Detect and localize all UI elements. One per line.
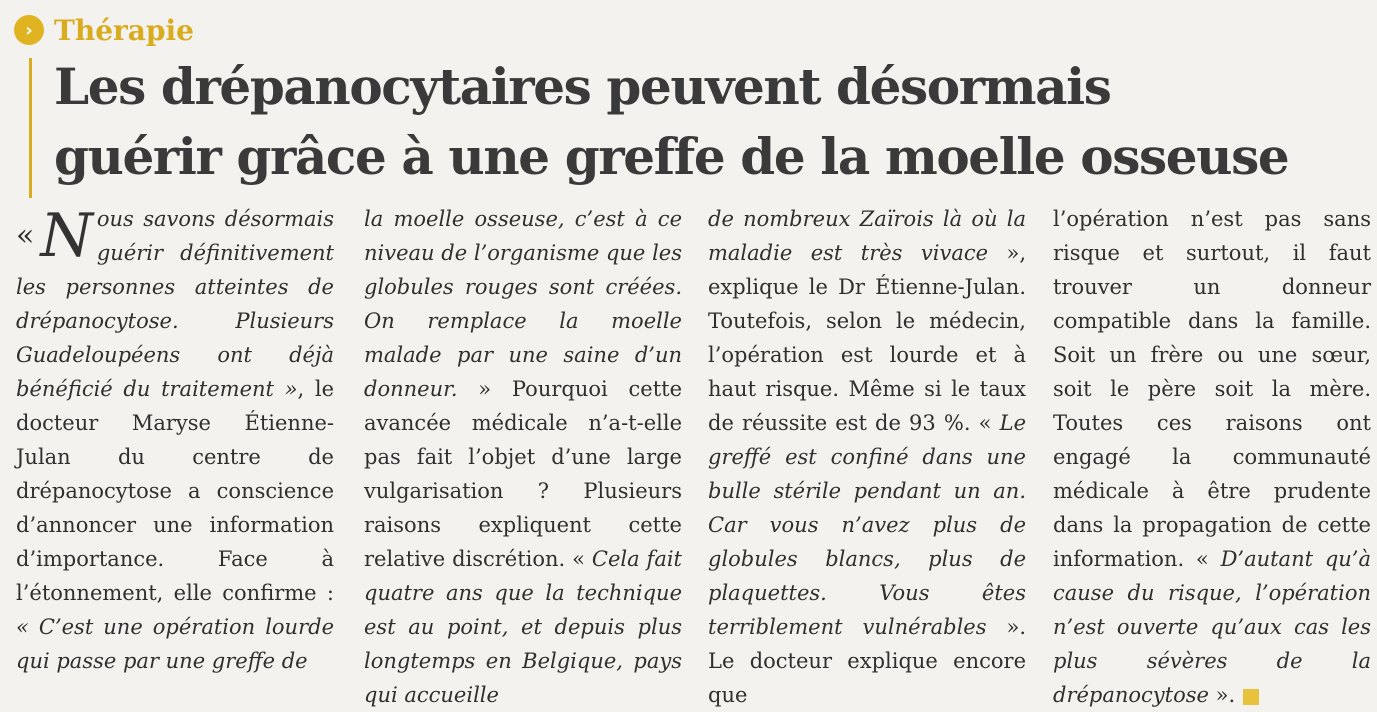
headline-line-1: Les drépanocytaires peuvent désormais xyxy=(54,57,1111,116)
headline-line-2: guérir grâce à une greffe de la moelle osseuse xyxy=(54,127,1289,186)
quote-text: D’autant qu’à cause du risque, l’opération n’est ouverte qu’aux cas les plus sévères de la drépanocytose xyxy=(1053,547,1371,707)
quote-text: la moelle osseuse, c’est à ce niveau de l’organisme que les globules rouges sont créées. On remplace la moelle malade par une saine d’un donneur. xyxy=(364,207,682,401)
column-4-paragraph xyxy=(1053,202,1371,712)
drop-cap: N xyxy=(40,201,93,271)
section-label: Thérapie xyxy=(54,13,194,47)
body-text: , le docteur Maryse Étienne-Julan du centre de drépanocytose a conscience d’annoncer une information d’importance. Face à l’étonnement, elle confirme : xyxy=(16,377,335,605)
article-body xyxy=(16,201,1372,707)
quote-text: « C’est une opération lourde qui passe par une greffe de xyxy=(16,615,334,673)
body-text: ». Le docteur explique encore que xyxy=(708,615,1026,707)
section-kicker xyxy=(14,12,194,48)
body-text: ». xyxy=(1208,683,1236,707)
article-column-4 xyxy=(1053,202,1371,712)
body-text: l’opération n’est pas sans risque et surtout, il faut trouver un donneur compatible dans la famille. Soit un frère ou une sœur, soit le père soit la mère. Toutes ces raisons ont engagé la communauté médicale à être prudente dans la propagation de cette information. « xyxy=(1053,207,1371,571)
headline-rule xyxy=(29,58,32,198)
quote-text: Cela fait quatre ans que la technique est au point, et depuis plus longtemps en Belgique, pays qui accueille xyxy=(364,547,682,707)
chevron-right-icon: › xyxy=(14,15,44,45)
article-headline xyxy=(54,52,1374,192)
article-column-3 xyxy=(708,202,1026,712)
end-of-article-mark xyxy=(1243,689,1259,705)
column-1-paragraph xyxy=(16,202,334,678)
article-column-2 xyxy=(364,202,682,712)
article-column-1 xyxy=(16,202,334,678)
opening-quote: « xyxy=(16,218,35,253)
quote-text: Le greffé est confiné dans une bulle stérile pendant un an. Car vous n’avez plus de globules blancs, plus de plaquettes. Vous êtes terriblement vulnérables xyxy=(708,411,1026,639)
quote-text: ous savons désormais guérir définitivement les personnes atteintes de drépanocytose. Plusieurs Guadeloupéens ont déjà bénéficié du traitement » xyxy=(16,207,334,401)
column-3-paragraph xyxy=(708,202,1026,712)
body-text: », explique le Dr Étienne-Julan. Toutefois, selon le médecin, l’opération est lourde et à haut risque. Même si le taux de réussite est de 93 %. « xyxy=(708,241,1027,435)
body-text: » Pourquoi cette avancée médicale n’a-t-elle pas fait l’objet d’une large vulgarisation ? Plusieurs raisons expliquent cette relative discrétion. « xyxy=(364,377,682,571)
quote-text: de nombreux Zaïrois là où la maladie est très vivace xyxy=(708,207,1026,265)
column-2-paragraph xyxy=(364,202,682,712)
